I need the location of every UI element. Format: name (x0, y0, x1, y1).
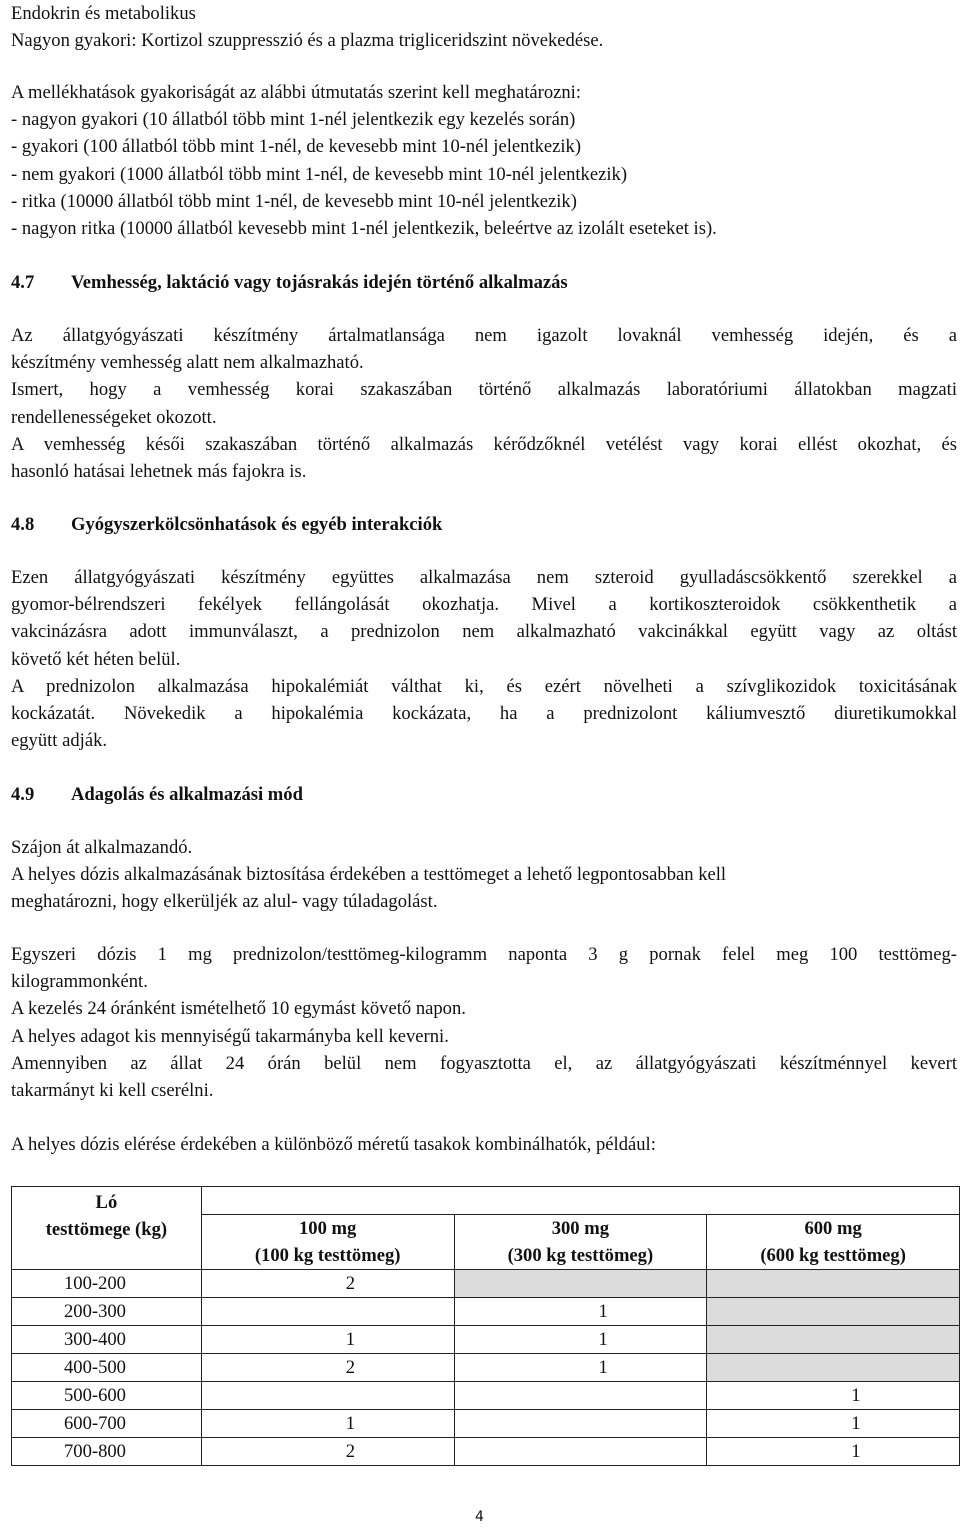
table-row (12, 1270, 960, 1298)
text-line: Nagyon gyakori: Kortizol szuppresszió és a plazma trigliceridszint növekedése. (11, 30, 604, 52)
sachet-300mg-cell: 1 (454, 1298, 707, 1326)
text-line: hasonló hatásai lehetnek más fajokra is. (11, 461, 307, 483)
section-number: 4.9 (11, 784, 35, 805)
header-spacer (201, 1187, 959, 1215)
table-row (12, 1354, 960, 1382)
sachet-100mg-cell (201, 1382, 454, 1410)
section-4-9-body-a (11, 834, 957, 916)
text-line: Ezen állatgyógyászati készítmény együttes alkalmazása nem szteroid gyulladáscsökkentő szerekkel a (11, 567, 957, 588)
list-item: - nagyon gyakori (10 állatból több mint 1-nél jelentkezik egy kezelés során) (11, 109, 576, 131)
text-line: takarmányt ki kell cserélni. (11, 1080, 214, 1102)
table-row (12, 1382, 960, 1410)
sachet-600mg-cell (707, 1326, 960, 1354)
section-4-8-body (11, 564, 957, 754)
text-line: A helyes dózis alkalmazásának biztosítása érdekében a testtömeget a lehető legpontosabban kell (11, 864, 727, 886)
frequency-guidance (11, 79, 957, 242)
sachet-600mg-cell (707, 1354, 960, 1382)
sachet-300mg-cell (454, 1382, 707, 1410)
header-text: 100 mg (298, 1218, 357, 1239)
table-row (12, 1438, 960, 1466)
sachet-300mg-cell (454, 1270, 707, 1298)
sachet-100mg-cell: 2 (201, 1270, 454, 1298)
text-line: A vemhesség késői szakaszában történő alkalmazás kérődzőknél vetélést vagy korai ellést okozhat, és (11, 433, 957, 455)
text-line: A helyes dózis elérése érdekében a különböző méretű tasakok kombinálhatók, például: (11, 1134, 656, 1155)
text-line: Az állatgyógyászati készítmény ártalmatlansága nem igazolt lovaknál vemhesség idején, és a (11, 325, 957, 346)
list-item: - gyakori (100 állatból több mint 1-nél, de kevesebb mint 10-nél jelentkezik) (11, 136, 582, 158)
sachet-100mg-cell: 2 (201, 1354, 454, 1382)
column-header-100mg (201, 1215, 454, 1270)
sachet-600mg-cell: 1 (707, 1382, 960, 1410)
text-line: Endokrin és metabolikus (11, 3, 196, 24)
weight-range-cell: 500-600 (12, 1382, 202, 1410)
page-number: 4 (475, 1509, 484, 1525)
list-item: - nagyon ritka (10000 állatból kevesebb mint 1-nél jelentkezik, beleértve az izolált eseteket is). (11, 218, 717, 240)
section-number: 4.8 (11, 514, 35, 535)
text-line: kockázatát. Növekedik a hipokalémia kockázata, ha a prednizolont káliumvesztő diuretikumokkal (11, 703, 957, 725)
section-4-9-body-b (11, 941, 957, 1104)
weight-range-cell: 600-700 (12, 1410, 202, 1438)
section-title: Vemhesség, laktáció vagy tojásrakás idején történő alkalmazás (71, 272, 568, 293)
header-text: (600 kg testtömeg) (760, 1245, 906, 1266)
text-line: Ismert, hogy a vemhesség korai szakaszában történő alkalmazás laboratóriumi állatokban magzati (11, 379, 957, 401)
header-text: testtömege (kg) (45, 1219, 168, 1240)
sachet-600mg-cell: 1 (707, 1438, 960, 1466)
sachet-600mg-cell: 1 (707, 1410, 960, 1438)
text-line: meghatározni, hogy elkerüljék az alul- vagy túladagolást. (11, 891, 438, 913)
header-text: (100 kg testtömeg) (254, 1245, 401, 1266)
section-4-9-body-c (11, 1131, 957, 1158)
section-title: Gyógyszerkölcsönhatások és egyéb interakciók (71, 514, 443, 535)
sachet-600mg-cell (707, 1270, 960, 1298)
sachet-300mg-cell (454, 1410, 707, 1438)
header-text: 300 mg (551, 1218, 610, 1239)
sachet-600mg-cell (707, 1298, 960, 1326)
sachet-100mg-cell: 2 (201, 1438, 454, 1466)
weight-range-cell: 300-400 (12, 1326, 202, 1354)
list-item: - ritka (10000 állatból több mint 1-nél, de kevesebb mint 10-nél jelentkezik) (11, 190, 577, 212)
column-header-300mg (454, 1215, 707, 1270)
sachet-300mg-cell: 1 (454, 1354, 707, 1382)
table-row (12, 1326, 960, 1354)
text-line: A mellékhatások gyakoriságát az alábbi útmutatás szerint kell meghatározni: (11, 82, 582, 103)
text-line: A kezelés 24 óránként ismételhető 10 egymást követő napon. (11, 998, 466, 1020)
section-heading-4-9 (11, 781, 957, 808)
section-number: 4.7 (11, 272, 35, 293)
text-line: vakcinázásra adott immunválaszt, a prednizolon nem alkalmazható vakcinákkal együtt vagy az oltást (11, 621, 957, 643)
section-4-7-body (11, 322, 957, 485)
header-text: (300 kg testtömeg) (507, 1245, 654, 1266)
sachet-100mg-cell: 1 (201, 1326, 454, 1354)
dose-table (11, 1186, 960, 1466)
column-header-600mg (707, 1215, 960, 1270)
table-row (12, 1298, 960, 1326)
text-line: készítmény vemhesség alatt nem alkalmazható. (11, 352, 364, 374)
table-header-row (12, 1187, 960, 1215)
header-text: 600 mg (804, 1218, 862, 1239)
weight-range-cell: 200-300 (12, 1298, 202, 1326)
section-heading-4-7 (11, 269, 957, 296)
weight-range-cell: 700-800 (12, 1438, 202, 1466)
sachet-300mg-cell: 1 (454, 1326, 707, 1354)
table-row (12, 1410, 960, 1438)
text-line: A prednizolon alkalmazása hipokalémiát válthat ki, és ezért növelheti a szívglikozidok toxicitásának (11, 675, 957, 697)
endocrine-paragraph (11, 0, 957, 54)
section-heading-4-8 (11, 511, 957, 538)
text-line: rendellenességeket okozott. (11, 406, 217, 428)
column-header-body-weight (12, 1187, 202, 1270)
text-line: Egyszeri dózis 1 mg prednizolon/testtömeg-kilogramm naponta 3 g pornak felel meg 100 testtömeg- (11, 944, 957, 965)
weight-range-cell: 400-500 (12, 1354, 202, 1382)
list-item: - nem gyakori (1000 állatból több mint 1-nél, de kevesebb mint 10-nél jelentkezik) (11, 163, 628, 185)
text-line: Szájon át alkalmazandó. (11, 837, 193, 858)
header-text: Ló (95, 1192, 118, 1213)
text-line: A helyes adagot kis mennyiségű takarmányba kell keverni. (11, 1025, 449, 1047)
section-title: Adagolás és alkalmazási mód (71, 784, 303, 805)
text-line: együtt adják. (11, 730, 108, 752)
text-line: gyomor-bélrendszeri fekélyek fellángolását okozhatja. Mivel a kortikoszteroidok csökkenthetik a (11, 594, 957, 616)
sachet-300mg-cell (454, 1438, 707, 1466)
sachet-100mg-cell: 1 (201, 1410, 454, 1438)
weight-range-cell: 100-200 (12, 1270, 202, 1298)
sachet-100mg-cell (201, 1298, 454, 1326)
text-line: követő két héten belül. (11, 648, 181, 670)
text-line: kilogrammonként. (11, 971, 148, 993)
text-line: Amennyiben az állat 24 órán belül nem fogyasztotta el, az állatgyógyászati készítménnyel kevert (11, 1052, 957, 1074)
